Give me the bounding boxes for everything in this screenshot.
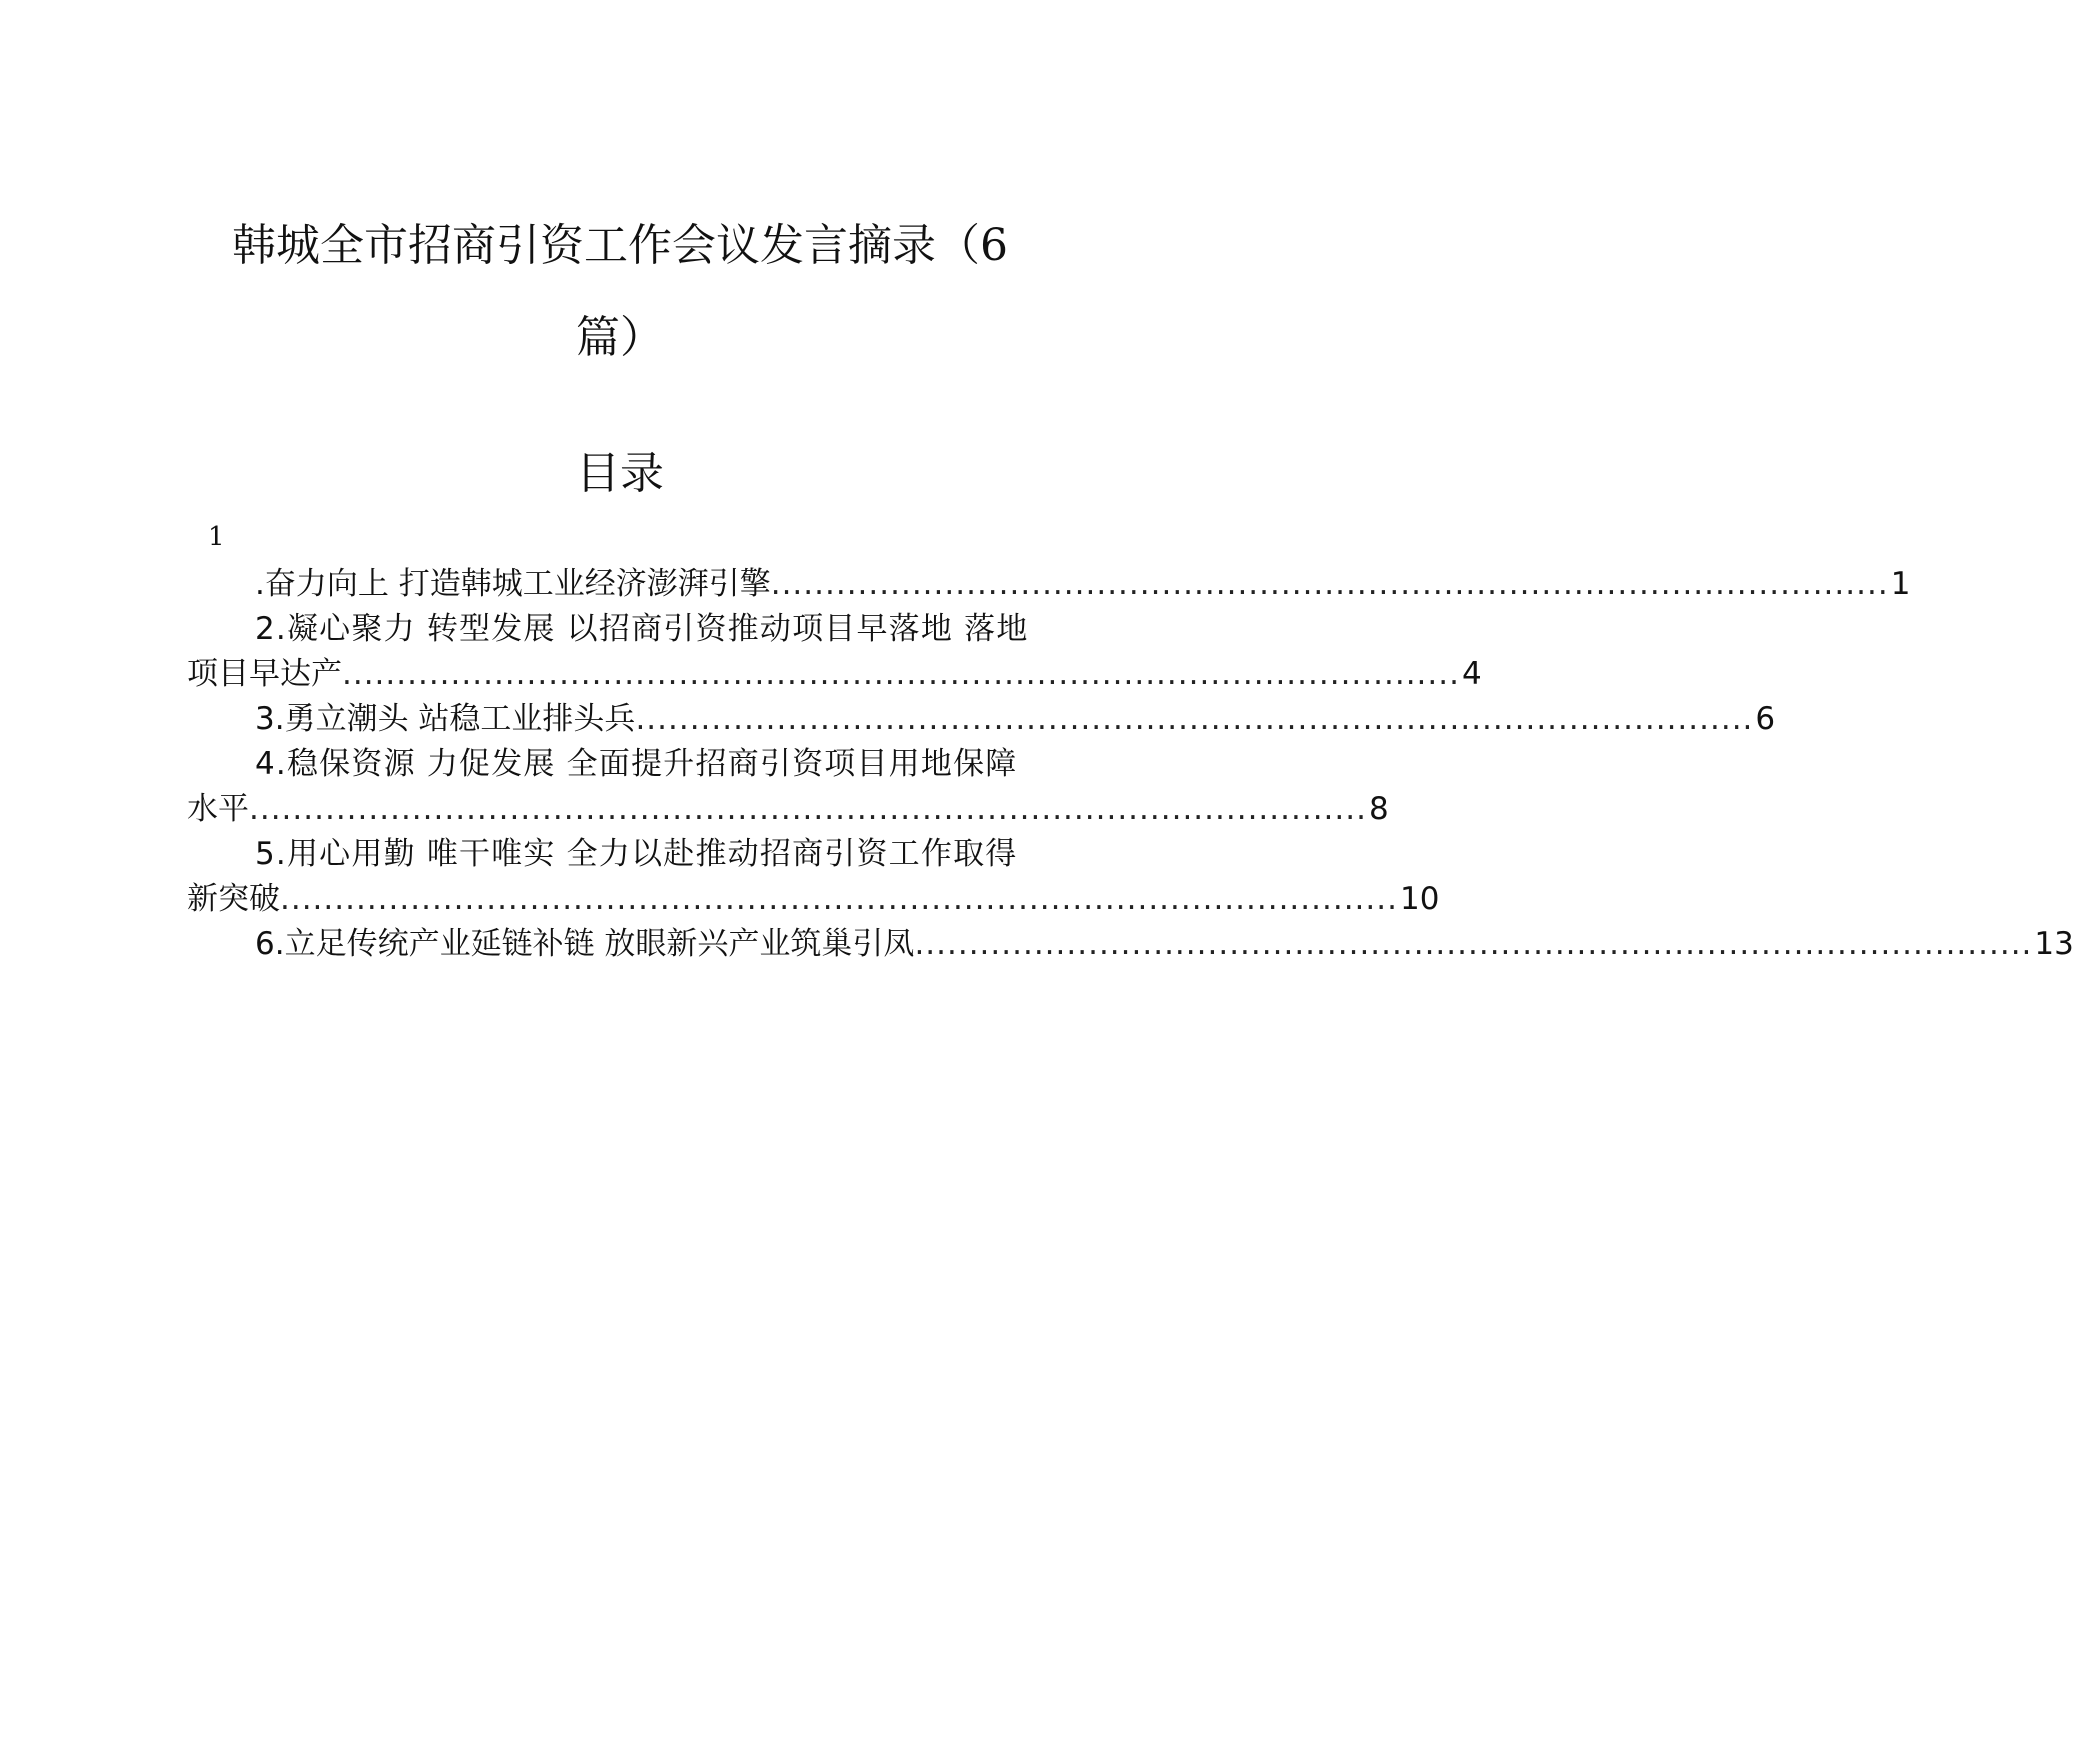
toc-entry-1[interactable] (187, 562, 1911, 607)
toc-entry-line (187, 562, 1911, 607)
toc-entry-title: .奋力向上 打造韩城工业经济澎湃引擎 (255, 566, 771, 602)
toc-entry-4[interactable] (187, 742, 1389, 832)
toc-entry-line (187, 697, 1776, 742)
title-text: 韩城全市招商引资工作会议发言摘录（ (232, 220, 980, 271)
toc-entry-title: 3.勇立潮头 站稳工业排头兵 (255, 701, 636, 737)
toc-entry-title: 6.立足传统产业延链补链 放眼新兴产业筑巢引凤 (255, 926, 915, 962)
toc-entry-title: 2.凝心聚力 转型发展 以招商引资推动项目早落地 落地 (255, 611, 1029, 647)
toc-page-number: 4 (1461, 656, 1482, 692)
toc-entry-5[interactable] (187, 832, 1440, 922)
toc-entry-6[interactable] (187, 922, 2074, 967)
toc-entry-line (187, 652, 1482, 697)
toc-entry-line (187, 787, 1389, 832)
toc-page-number: 6 (1755, 701, 1776, 737)
toc-list-marker: 1 (208, 522, 225, 552)
toc-page-number: 8 (1368, 791, 1389, 827)
toc-entry-title: 5.用心用勤 唯干唯实 全力以赴推动招商引资工作取得 (255, 836, 1018, 872)
title-count: 6 (980, 220, 1008, 271)
toc-leader-dots: ....................................................................................................... (914, 926, 2033, 962)
toc-entry-title-cont: 项目早达产 (187, 656, 342, 692)
table-of-contents (187, 562, 2074, 967)
toc-leader-dots: ....................................................................................................... (770, 566, 1889, 602)
toc-heading: 目录 (576, 448, 664, 499)
document-title (190, 200, 1050, 384)
toc-entry-3[interactable] (187, 697, 1776, 742)
toc-entry-line (187, 877, 1440, 922)
toc-leader-dots: ....................................................................................................... (249, 791, 1367, 827)
toc-entry-title-cont: 水平 (187, 791, 249, 827)
toc-leader-dots: ....................................................................................................... (280, 881, 1398, 917)
toc-page-number: 10 (1399, 881, 1440, 917)
toc-entry-title-cont: 新突破 (187, 881, 280, 917)
toc-page-number: 1 (1890, 566, 1911, 602)
toc-entry-2[interactable] (187, 607, 1482, 697)
toc-leader-dots: ....................................................................................................... (635, 701, 1754, 737)
toc-entry-line (187, 922, 2074, 967)
toc-leader-dots: ....................................................................................................... (342, 656, 1460, 692)
toc-page-number: 13 (2034, 926, 2074, 962)
title-text-end: 篇） (576, 312, 664, 363)
toc-entry-title: 4.稳保资源 力促发展 全面提升招商引资项目用地保障 (255, 746, 1018, 782)
